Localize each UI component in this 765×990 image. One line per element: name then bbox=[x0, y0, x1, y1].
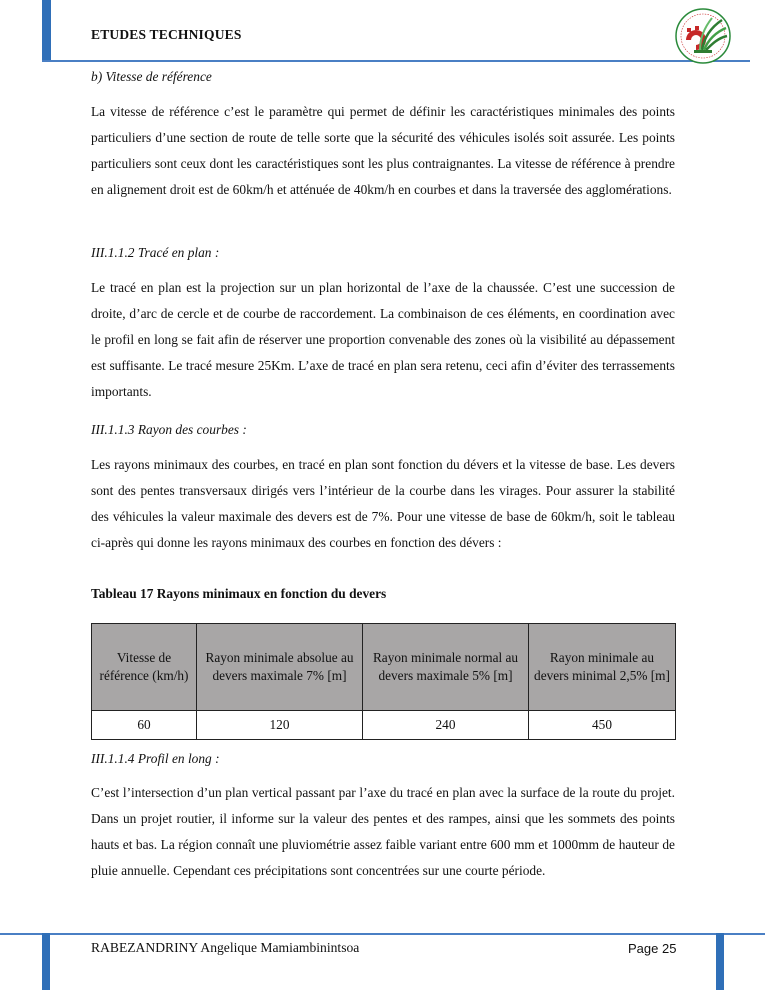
table-header-cell: Vitesse de référence (km/h) bbox=[92, 624, 197, 711]
table-header-cell: Rayon minimale absolue au devers maximale 7% [m] bbox=[197, 624, 363, 711]
footer-author: RABEZANDRINY Angelique Mamiambinintsoa bbox=[91, 940, 360, 955]
footer-right-bar bbox=[716, 933, 724, 990]
paragraph-profil-en-long: C’est l’intersection d’un plan vertical passant par l’axe du tracé en plan avec la surface de la route du projet. Dans un projet routier, il informe sur la valeur des pentes et des rampes, ainsi que les sommets des points hauts et bas. La région connaît une pluviométrie assez faible variant entre 600 mm et 1000mm de hauteur de pluie annuelle. Cependant ces précipitations sont concentrées sur une courte période. bbox=[91, 785, 675, 878]
footer-rule bbox=[0, 933, 765, 935]
paragraph-trace-en-plan: Le tracé en plan est la projection sur un plan horizontal de l’axe de la chaussée. C’est une succession de droite, d’arc de cercle et de courbe de raccordement. La combinaison de ces éléments, en coordination avec le profil en long se fait afin de réserver une proportion convenable des zones où la visibilité au dépassement est suffisante. Le tracé mesure 25Km. L’axe de tracé en plan sera retenu, ceci afin d’éviter des terrassements importants. bbox=[91, 280, 675, 399]
heading-rayon-des-courbes: III.1.1.3 Rayon des courbes : bbox=[91, 422, 247, 437]
heading-profil-en-long: III.1.1.4 Profil en long : bbox=[91, 751, 220, 766]
table-header-cell: Rayon minimale normal au devers maximale 5% [m] bbox=[363, 624, 529, 711]
table-header-row bbox=[92, 624, 676, 711]
table-row bbox=[92, 711, 676, 740]
table-cell: 240 bbox=[363, 711, 529, 740]
rayons-table bbox=[91, 623, 676, 740]
table-cell: 450 bbox=[529, 711, 676, 740]
table-header-cell: Rayon minimale au devers minimal 2,5% [m] bbox=[529, 624, 676, 711]
heading-trace-en-plan: III.1.1.2 Tracé en plan : bbox=[91, 245, 220, 260]
header-rule bbox=[42, 60, 750, 62]
university-logo bbox=[664, 6, 742, 66]
paragraph-vitesse: La vitesse de référence c’est le paramètre qui permet de définir les caractéristiques minimales des points particuliers d’une section de route de telle sorte que la sécurité des véhicules isolés soit assurée. Les points particuliers sont ceux dont les caractéristiques sont les plus contraignantes. La vitesse de référence à prendre en alignement droit est de 60km/h et atténuée de 40km/h en courbes et dans la traversée des agglomérations. bbox=[91, 104, 675, 197]
table-cell: 60 bbox=[92, 711, 197, 740]
table-cell: 120 bbox=[197, 711, 363, 740]
footer-left-bar bbox=[42, 933, 50, 990]
paragraph-rayon-des-courbes: Les rayons minimaux des courbes, en tracé en plan sont fonction du dévers et la vitesse de base. Les devers sont des pentes transversaux dirigés vers l’intérieur de la courbe dans les virages. Pour assurer la stabilité des véhicules la valeur maximale des devers est de 7%. Pour une vitesse de base de 60km/h, soit le tableau ci-après qui donne les rayons minimaux des courbes en fonction des dévers : bbox=[91, 457, 675, 550]
header-left-bar bbox=[42, 0, 51, 62]
table-caption: Tableau 17 Rayons minimaux en fonction du devers bbox=[91, 586, 387, 601]
subheading-vitesse: b) Vitesse de référence bbox=[91, 69, 212, 84]
header-title: ETUDES TECHNIQUES bbox=[91, 27, 242, 42]
footer-page-number: Page 25 bbox=[628, 941, 677, 956]
